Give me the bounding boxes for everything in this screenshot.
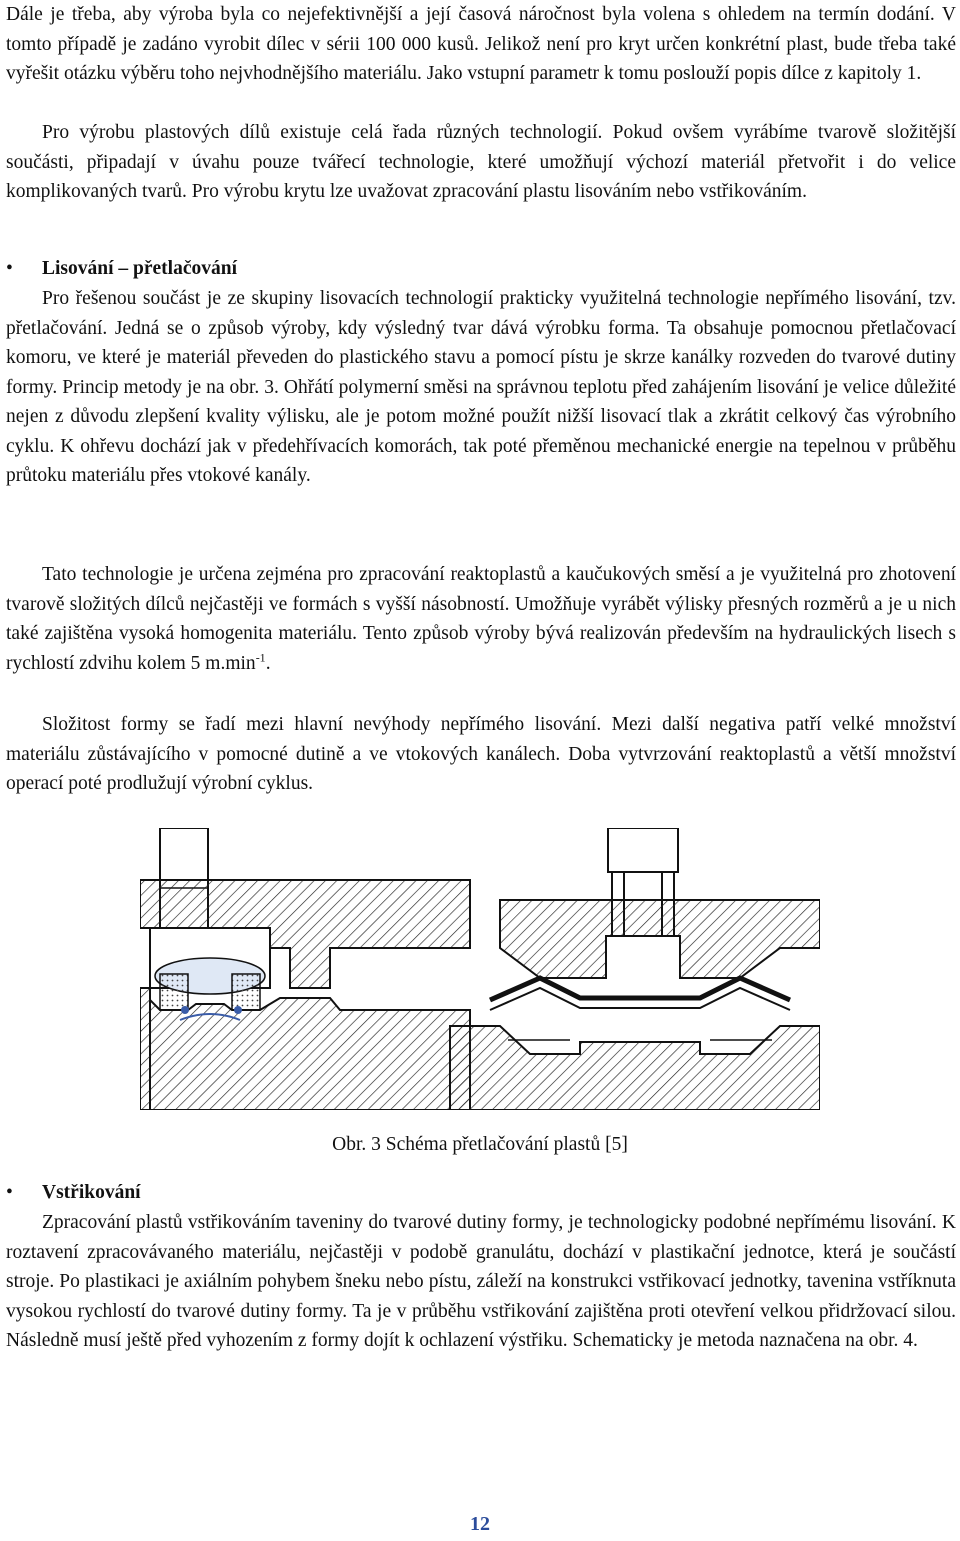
section-heading-vstrikovani [6, 1178, 956, 1208]
paragraph-intro: Dále je třeba, aby výroba byla co nejefektivnější a její časová náročnost byla volena s ohledem na termín dodání. V tomto případě je zadáno vyrobit dílec v sérii 100 000 kusů. Jelikož není pro kryt určen konkrétní plast, bude třeba také vyřešit otázku výběru toho nejvhodnějšího materiálu. Jako vstupní parametr k tomu poslouží popis dílce z kapitoly 1. [6, 4, 956, 84]
section-heading-lisovani [6, 254, 956, 284]
transfer-molding-figure [140, 828, 820, 1110]
left-mold-drawing [140, 828, 470, 1110]
paragraph-lisovani-2 [6, 560, 956, 678]
figure-caption: Obr. 3 Schéma přetlačování plastů [5] [332, 1134, 628, 1155]
right-plunger-head [608, 828, 678, 872]
heading-text: Lisování – přetlačování [42, 258, 238, 279]
paragraph-lisovani-2-end: . [265, 652, 271, 674]
heading-text: Vstřikování [42, 1182, 141, 1203]
bullet-icon: • [6, 258, 13, 279]
page-number: 12 [470, 1513, 490, 1535]
right-upper-plate [500, 900, 820, 978]
right-lower-plate [450, 1026, 820, 1110]
left-lower-plate [150, 988, 470, 1110]
bullet-icon: • [6, 1182, 13, 1203]
unit-superscript: -1 [255, 650, 266, 664]
paragraph-lisovani-1: Pro řešenou součást je ze skupiny lisovacích technologií prakticky využitelná technologie nepřímého lisování, tzv. přetlačování. Jedná se o způsob výroby, kdy výsledný tvar dává výrobku forma. Ta obsahuje pomocnou přetlačovací komoru, ve které je materiál převeden do plastického stavu a pomocí pístu je skrze kanálky rozveden do tvarové dutiny formy. Princip metody je na obr. 3. Ohřátí polymerní směsi na správnou teplotu před zahájením lisování je velice důležité nejen z důvodu zlepšení kvality výlisku, ale je potom možné použít nižší lisovací tlak a zkrátit celkový čas výrobního cyklu. K ohřevu dochází jak v předehřívacích komorách, tak poté přeměnou mechanické energie na tepelnou v průběhu průtoku materiálu přes vtokové kanály. [6, 288, 956, 486]
paragraph-lisovani-2-text: Tato technologie je určena zejména pro zpracování reaktoplastů a kaučukových směsí a je využitelná pro zhotovení tvarově složitých dílců nejčastěji ve formách s vyšší násobností. Umožňuje vyrábět výlisky přesných rozměrů a je u nich také zajištěna vysoká homogenita materiálu. Tento způsob výroby bývá realizován především na hydraulických lisech s rychlostí zdvihu kolem 5 m.min [6, 564, 956, 674]
right-mold-drawing [450, 828, 820, 1110]
paragraph-lisovani-3: Složitost formy se řadí mezi hlavní nevýhody nepřímého lisování. Mezi další negativa patří velké množství materiálu zůstávajícího v pomocné dutině a ve vtokových kanálech. Doba vytvrzování reaktoplastů a větší množství operací poté prodlužují výrobní cyklus. [6, 714, 956, 794]
transfer-molding-diagram [140, 828, 820, 1110]
right-molded-part [490, 978, 790, 1000]
paragraph-technologies: Pro výrobu plastových dílů existuje celá řada různých technologií. Pokud ovšem vyrábíme tvarově složitější součásti, připadají v úvahu pouze tvářecí technologie, které umožňují výchozí materiál přetvořit i do velice komplikovaných tvarů. Pro výrobu krytu lze uvažovat zpracování plastu lisováním nebo vstřikováním. [6, 122, 956, 202]
paragraph-vstrikovani: Zpracování plastů vstřikováním taveniny do tvarové dutiny formy, je technologicky podobné nepřímému lisování. K roztavení zpracovávaného materiálu, nejčastěji v podobě granulátu, dochází v plastikační jednotce, která je součástí stroje. Po plastikaci je axiálním pohybem šneku nebo pístu, záleží na konstrukci vstřikovací jednotky, tavenina vstříknuta vysokou rychlostí do tvarové dutiny formy. Ta je v průběhu vstřikování zajištěna proti otevření velkou přidržovací silou. Následně musí ještě před vyhozením z formy dojít k ochlazení výstřiku. Schematicky je metoda naznačena na obr. 4. [6, 1212, 956, 1351]
